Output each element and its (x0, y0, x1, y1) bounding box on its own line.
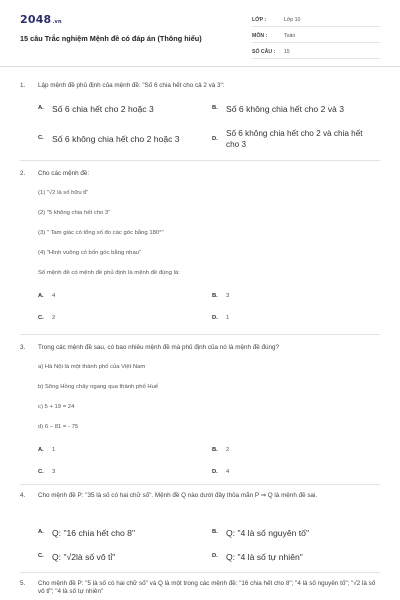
option-text: 2 (226, 447, 230, 453)
logo-domain: .vn (52, 19, 62, 25)
option-d[interactable] (212, 314, 382, 323)
option-a[interactable] (38, 292, 208, 301)
option-d[interactable] (212, 468, 382, 477)
statement: d) 6 – 81 = - 75 (38, 424, 79, 430)
option-letter: B. (212, 105, 218, 111)
option-c[interactable] (38, 134, 208, 146)
option-c[interactable] (38, 468, 208, 477)
question-1 (20, 82, 380, 90)
statement: b) Sông Hồng chảy ngang qua thành phố Huế (38, 384, 159, 390)
statement: c) 5 + 19 = 24 (38, 404, 75, 410)
question-number: 3. (20, 344, 26, 351)
question-5 (20, 580, 380, 596)
question-4 (20, 492, 380, 500)
option-letter: C. (38, 469, 44, 475)
question-number: 5. (20, 580, 26, 587)
meta-row-subject (252, 30, 380, 43)
option-b[interactable] (212, 104, 382, 116)
statement: (1) "√2 là số hữu tỉ" (38, 190, 89, 196)
meta-value: Lớp 10 (284, 16, 301, 23)
statement: a) Hà Nội là một thành phố của Việt Nam (38, 364, 146, 370)
option-a[interactable] (38, 104, 208, 116)
option-letter: D. (212, 315, 218, 321)
option-a[interactable] (38, 446, 208, 455)
statement: Số mệnh đề có mệnh đề phủ định là mệnh đề đúng là: (38, 270, 180, 276)
option-text: 2 (52, 315, 56, 321)
option-letter: D. (212, 136, 218, 142)
option-c[interactable] (38, 552, 208, 564)
question-number: 4. (20, 492, 26, 499)
question-text: Cho các mệnh đề: (38, 170, 90, 177)
meta-value: Toán (284, 32, 296, 39)
option-text: Q: "16 chia hết cho 8" (52, 528, 136, 538)
option-text: Số 6 không chia hết cho 2 và 3 (226, 104, 345, 114)
meta-label: SỐ CÂU : (252, 48, 276, 55)
option-letter: B. (212, 293, 218, 299)
option-d[interactable] (212, 128, 372, 150)
option-c[interactable] (38, 314, 208, 323)
option-text: 1 (52, 447, 56, 453)
question-text: Lập mệnh đề phủ định của mệnh đề: "Số 6 chia hết cho cả 2 và 3": (38, 82, 225, 89)
question-text: Cho mệnh đề P: "35 là số có hai chữ số". Mệnh đề Q nào dưới đây thỏa mãn P ⇒ Q là mệnh đề sai. (38, 492, 318, 499)
option-letter: A. (38, 293, 44, 299)
question-number: 2. (20, 170, 26, 177)
option-text: 1 (226, 315, 230, 321)
option-letter: B. (212, 447, 218, 453)
question-divider (20, 572, 380, 573)
option-a[interactable] (38, 528, 208, 540)
statement: (2) "5 không chia hết cho 3" (38, 210, 111, 216)
statement: (3) " Tam giác có tổng số đo các góc bằng 180°" (38, 230, 164, 236)
meta-label: LỚP : (252, 16, 267, 23)
option-text: 3 (52, 469, 56, 475)
option-text: Q: "4 là số tự nhiên" (226, 552, 303, 562)
option-text: 4 (226, 469, 230, 475)
option-text: 3 (226, 293, 230, 299)
meta-table (252, 14, 380, 62)
option-letter: A. (38, 105, 44, 111)
option-letter: D. (212, 553, 218, 559)
question-2 (20, 170, 380, 178)
option-text: Số 6 không chia hết cho 2 và chia hết cho 3 (226, 129, 363, 150)
question-text: Cho mệnh đề P: "5 là số có hai chữ số" và Q là một trong các mệnh đề: "16 chia hết cho 8"; "4 là số nguyên tố"; "√2 là số vô tỉ"; "4 là số tự nhiên" (38, 580, 376, 595)
question-text: Trong các mệnh đề sau, có bao nhiêu mệnh đề mà phủ định của nó là mệnh đề đúng? (38, 344, 279, 351)
question-number: 1. (20, 82, 26, 89)
meta-row-count (252, 46, 380, 59)
option-text: Số 6 không chia hết cho 2 hoặc 3 (52, 134, 180, 144)
header-divider (0, 66, 400, 67)
option-text: 4 (52, 293, 56, 299)
option-letter: B. (212, 529, 218, 535)
option-letter: C. (38, 315, 44, 321)
option-b[interactable] (212, 446, 382, 455)
option-b[interactable] (212, 528, 382, 540)
question-divider (20, 334, 380, 335)
option-letter: A. (38, 529, 44, 535)
option-letter: A. (38, 447, 44, 453)
document-title: 15 câu Trắc nghiệm Mệnh đề có đáp án (Thông hiểu) (20, 34, 202, 43)
option-letter: D. (212, 469, 218, 475)
meta-label: MÔN : (252, 32, 268, 39)
question-divider (20, 160, 380, 161)
option-text: Q: "√2là số vô tỉ" (52, 552, 116, 562)
document-header (0, 0, 400, 68)
logo-main: 2048 (20, 13, 52, 26)
option-text: Số 6 chia hết cho 2 hoặc 3 (52, 104, 154, 114)
option-b[interactable] (212, 292, 382, 301)
option-text: Q: "4 là số nguyên tố" (226, 528, 310, 538)
option-letter: C. (38, 135, 44, 141)
site-logo[interactable] (20, 13, 62, 27)
meta-value: 15 (284, 48, 290, 55)
meta-row-grade (252, 14, 380, 27)
option-letter: C. (38, 553, 44, 559)
statement: (4) "Hình vuông có bốn góc bằng nhau" (38, 250, 142, 256)
question-divider (20, 484, 380, 485)
option-d[interactable] (212, 552, 382, 564)
question-3 (20, 344, 380, 352)
